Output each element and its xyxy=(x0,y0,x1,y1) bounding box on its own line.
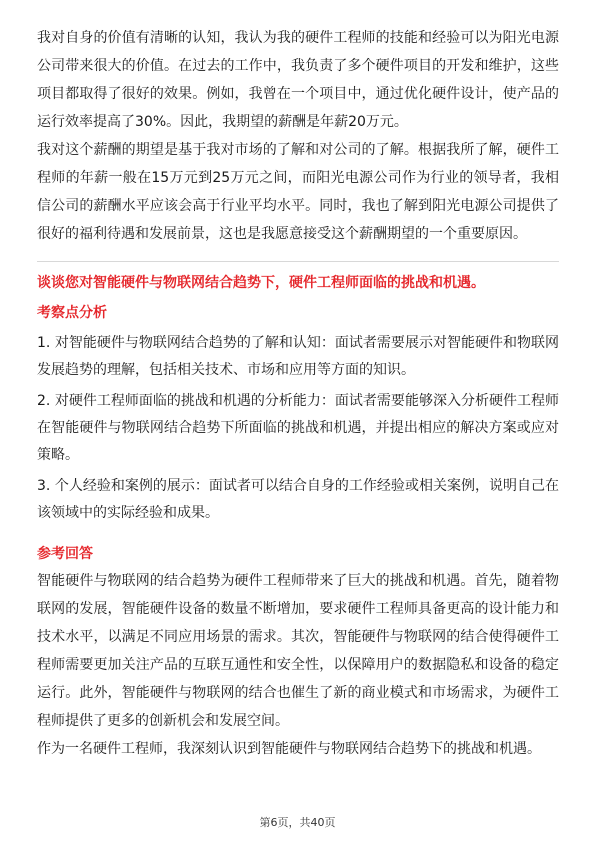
analysis-item: 3. 个人经验和案例的展示：面试者可以结合自身的工作经验或相关案例，说明自己在该领域中的实际经验和成果。 xyxy=(37,478,559,521)
analysis-label: 考察点分析 xyxy=(37,305,107,321)
answer-label: 参考回答 xyxy=(37,546,93,562)
intro-paragraph: 我对自身的价值有清晰的认知，我认为我的硬件工程师的技能和经验可以为阳光电源公司带来很大的价值。在过去的工作中，我负责了多个硬件项目的开发和维护，这些项目都取得了很好的效果。例如，我曾在一个项目中，通过优化硬件设计，使产品的运行效率提高了30%。因此，我期望的薪酬是年薪20万元。 xyxy=(37,30,559,130)
answer-paragraph: 智能硬件与物联网的结合趋势为硬件工程师带来了巨大的挑战和机遇。首先，随着物联网的发展，智能硬件设备的数量不断增加，要求硬件工程师具备更高的设计能力和技术水平，以满足不同应用场景的需求。其次，智能硬件与物联网的结合使得硬件工程师需要更加关注产品的互联互通性和安全性，以保障用户的数据隐私和设备的稳定运行。此外，智能硬件与物联网的结合也催生了新的商业模式和市场需求，为硬件工程师提供了更多的创新机会和发展空间。 xyxy=(37,573,559,729)
page-content xyxy=(37,24,559,763)
question-heading: 谈谈您对智能硬件与物联网结合趋势下，硬件工程师面临的挑战和机遇。 xyxy=(37,275,485,291)
intro-paragraph: 我对这个薪酬的期望是基于我对市场的了解和对公司的了解。根据我所了解，硬件工程师的年薪一般在15万元到25万元之间，而阳光电源公司作为行业的领导者，我相信公司的薪酬水平应该会高于行业平均水平。同时，我也了解到阳光电源公司提供了很好的福利待遇和发展前景，这也是我愿意接受这个薪酬期望的一个重要原因。 xyxy=(37,142,559,242)
analysis-item: 2. 对硬件工程师面临的挑战和机遇的分析能力：面试者需要能够深入分析硬件工程师在智能硬件与物联网结合趋势下所面临的挑战和机遇，并提出相应的解决方案或应对策略。 xyxy=(37,393,559,463)
analysis-item: 1. 对智能硬件与物联网结合趋势的了解和认知：面试者需要展示对智能硬件和物联网发展趋势的理解，包括相关技术、市场和应用等方面的知识。 xyxy=(37,335,559,378)
page-number-footer: 第6页，共40页 xyxy=(259,816,336,829)
answer-paragraph: 作为一名硬件工程师，我深刻认识到智能硬件与物联网结合趋势下的挑战和机遇。 xyxy=(37,741,541,757)
section-divider xyxy=(37,261,559,262)
